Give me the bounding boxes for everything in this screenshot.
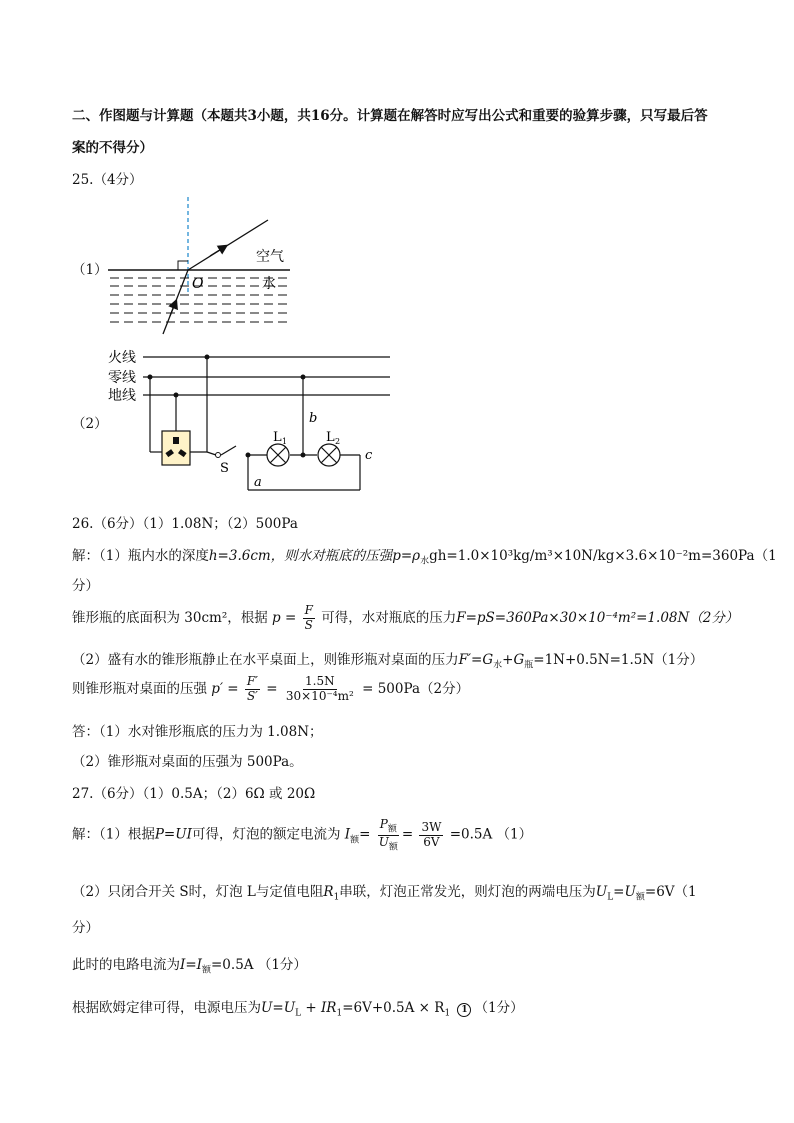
point-o-label: O (192, 276, 204, 292)
q27-step3: 此时的电路电流为$I=I_额=0.5A$ （1分） (72, 957, 307, 976)
q26-answer1: 答：（1）水对锥形瓶底的压力为 1.08N； (72, 724, 323, 740)
q27-title: 27.（6分）（1）0.5A；（2）6Ω 或 20Ω (72, 786, 316, 802)
water-label: 水 (262, 276, 276, 292)
lamp2-sub: 2 (335, 437, 341, 446)
lamp-l1 (267, 444, 289, 466)
section-heading: 二、作图题与计算题（本题共3小题，共16分。计算题在解答时应写出公式和重要的验算步骤，只写最后答 (72, 108, 708, 124)
lamp1-sub: 1 (282, 437, 288, 446)
q25-part1-label: （1） (72, 262, 108, 278)
q26-step4: 则锥形瓶对桌面的压强 p′ = $\frac{F'}{S'}$ = $\frac{1.5N}{\text{30×10⁻⁴m²}}$ = 500Pa（2分） (72, 674, 470, 703)
q26-step1: 解：（1）瓶内水的深度h=3.6cm，则水对瓶底的压强$p=\rho_水gh=1.0\times 10^3kg/m^3\times 10N/kg\times 3.6\times 10^{-2}m=360Pa(1$ (72, 548, 777, 567)
lamp2-label: L (326, 430, 335, 445)
household-circuit-diagram (0, 0, 794, 500)
point-a-label: a (254, 475, 262, 490)
fire-wire-label: 火线 (108, 350, 136, 366)
ground-wire-label: 地线 (108, 388, 136, 404)
q26-step3: （2）盛有水的锥形瓶静止在水平桌面上，则锥形瓶对桌面的压力$F'=G_水+G_瓶=1N+0.5N=1.5N(1$分） (72, 652, 704, 671)
q26-step2: 锥形瓶的底面积为 30cm²，根据 p = $\frac{F}{S}$ 可得，水对瓶底的压力F=pS=360Pa×30×10⁻⁴m²=1.08N（2分） (72, 603, 739, 632)
air-label: 空气 (256, 249, 284, 265)
q27-step2: （2）只闭合开关 S时，灯泡 L与定值电阻$R_1$串联，灯泡正常发光，则灯泡的两端电压为$U_L=U_额=6V(1$ (72, 884, 697, 903)
equation-number: 1 (457, 1003, 471, 1017)
q27-step2-cont: 分） (72, 920, 99, 936)
q26-step1-cont: 分） (72, 578, 99, 594)
q26-title: 26.（6分）（1）1.08N；（2）500Pa (72, 516, 298, 532)
q27-step4: 根据欧姆定律可得，电源电压为$U=U_L + IR_1=6V+0.5A \times R_1$ 1 （1分） (72, 1000, 524, 1019)
q25-title: 25.（4分） (72, 172, 143, 188)
three-pin-socket (162, 431, 190, 465)
section-heading-cont: 案的不得分） (72, 140, 153, 156)
switch-blade (221, 446, 236, 455)
switch-label: S (220, 461, 229, 476)
q26-answer2: （2）锥形瓶对桌面的压强为 500Pa。 (72, 754, 303, 770)
lamp-l2 (318, 444, 340, 466)
q25-part2-label: （2） (72, 416, 108, 432)
switch-contact (216, 453, 221, 458)
neutral-wire-label: 零线 (108, 370, 136, 386)
point-c-label: c (365, 448, 373, 463)
lamp1-label: L (273, 430, 282, 445)
point-b-label: b (309, 411, 318, 426)
q27-step1: 解：（1）根据P=UI可得，灯泡的额定电流为 $I_额=$ $\frac{P_额}{U_额}$ = $\frac{3W}{6V}$ =0.5A （1） (72, 817, 533, 853)
